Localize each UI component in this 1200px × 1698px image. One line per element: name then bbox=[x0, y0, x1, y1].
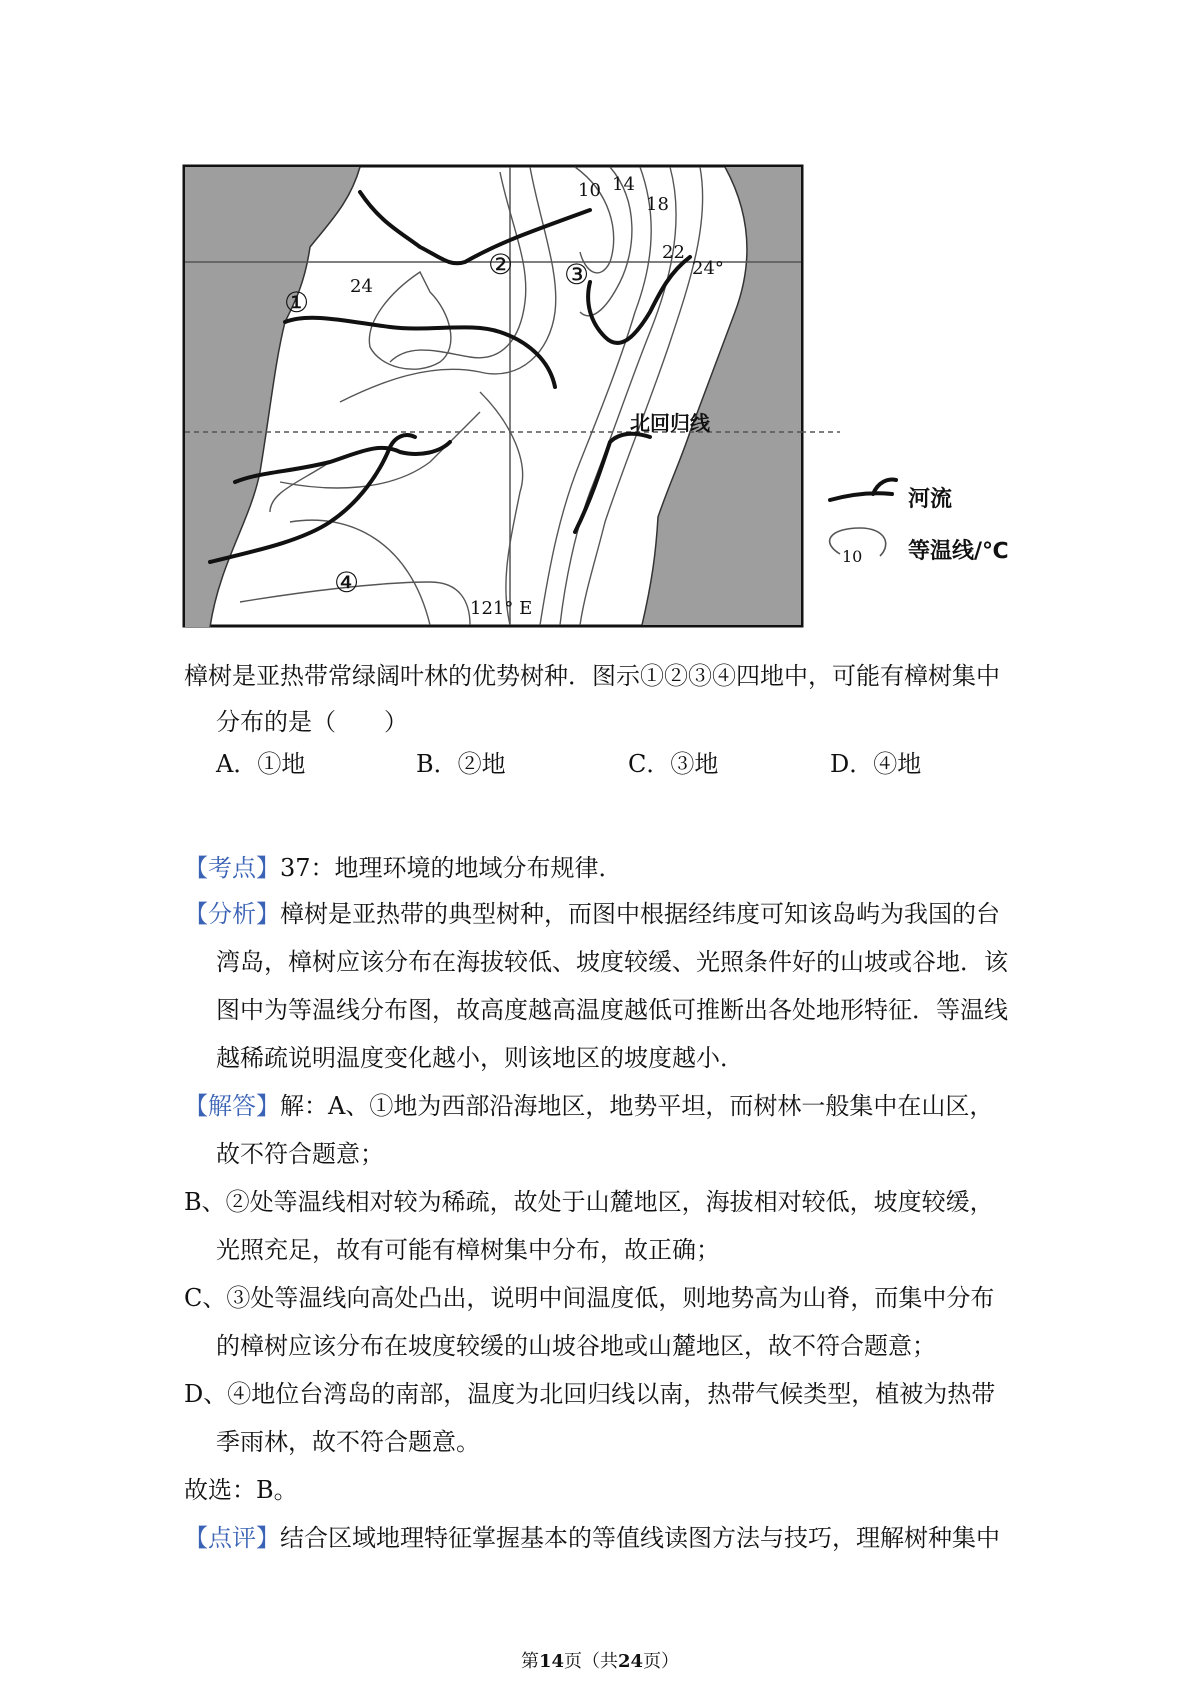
contour-label-24: 24 bbox=[350, 276, 373, 297]
footer-prefix: 第 bbox=[520, 1651, 539, 1672]
kaodian-text: 37：地理环境的地域分布规律． bbox=[280, 854, 623, 882]
footer-page: 14 bbox=[538, 1651, 564, 1672]
fenxi-line-2: 湾岛，樟树应该分布在海拔较低、坡度较缓、光照条件好的山坡或谷地．该 bbox=[216, 948, 1008, 976]
jieda-line-c2: 的樟树应该分布在坡度较缓的山坡谷地或山麓地区，故不符合题意； bbox=[216, 1332, 936, 1360]
jieda-answer: 故选：B。 bbox=[184, 1476, 298, 1504]
contour-label-14: 14 bbox=[612, 174, 635, 195]
footer-total: 24 bbox=[618, 1651, 644, 1672]
dianping-tag: 【点评】 bbox=[184, 1524, 280, 1552]
kaodian-tag: 【考点】 bbox=[184, 854, 280, 882]
jieda-line-c1: C、③处等温线向高处凸出，说明中间温度低，则地势高为山脊，而集中分布 bbox=[184, 1284, 995, 1312]
question-line-2: 分布的是（ ） bbox=[216, 708, 408, 736]
taiwan-isotherm-map bbox=[180, 162, 1009, 632]
contour-label-10: 10 bbox=[578, 180, 601, 201]
fenxi-line-4: 越稀疏说明温度变化越小，则该地区的坡度越小． bbox=[216, 1044, 744, 1072]
dianping-line bbox=[184, 1522, 1000, 1554]
marker-4: ④ bbox=[334, 566, 360, 599]
page-footer bbox=[0, 1650, 1200, 1674]
latitude-label: 24° bbox=[692, 258, 724, 279]
contour-label-18: 18 bbox=[646, 194, 669, 215]
question-line-1: 樟树是亚热带常绿阔叶林的优势树种．图示①②③④四地中，可能有樟树集中 bbox=[184, 662, 1000, 690]
jieda-line-d1: D、④地位台湾岛的南部，温度为北回归线以南，热带气候类型，植被为热带 bbox=[184, 1380, 996, 1408]
legend-isotherm-label: 等温线/℃ bbox=[908, 539, 1009, 564]
jieda-line-b2: 光照充足，故有可能有樟树集中分布，故正确； bbox=[216, 1236, 720, 1264]
fenxi-line-1 bbox=[184, 898, 1000, 930]
fenxi-tag: 【分析】 bbox=[184, 900, 280, 928]
jieda-line-b1: B、②处等温线相对较为稀疏，故处于山麓地区，海拔相对较低，坡度较缓， bbox=[184, 1188, 994, 1216]
map-svg bbox=[180, 162, 1009, 632]
jieda-line-a1 bbox=[184, 1090, 993, 1122]
footer-suffix: 页） bbox=[643, 1651, 680, 1672]
kaodian-line bbox=[184, 852, 623, 884]
legend-river-label: 河流 bbox=[908, 487, 953, 512]
marker-1: ① bbox=[284, 286, 310, 319]
jieda-tag: 【解答】 bbox=[184, 1092, 280, 1120]
legend-isotherm-sample: 10 bbox=[842, 547, 863, 566]
fenxi-text-1: 樟树是亚热带的典型树种，而图中根据经纬度可知该岛屿为我国的台 bbox=[280, 900, 1000, 928]
contour-label-22: 22 bbox=[662, 242, 685, 263]
marker-2: ② bbox=[488, 248, 514, 281]
longitude-label: 121° E bbox=[470, 598, 533, 619]
jieda-text-a1: 解：A、①地为西部沿海地区，地势平坦，而树林一般集中在山区， bbox=[280, 1092, 994, 1120]
jieda-line-a2: 故不符合题意； bbox=[216, 1140, 384, 1168]
option-b: B．②地 bbox=[416, 750, 506, 778]
dianping-text: 结合区域地理特征掌握基本的等值线读图方法与技巧，理解树种集中 bbox=[280, 1524, 1000, 1552]
marker-3: ③ bbox=[564, 258, 590, 291]
fenxi-line-3: 图中为等温线分布图，故高度越高温度越低可推断出各处地形特征．等温线 bbox=[216, 996, 1008, 1024]
jieda-line-d2: 季雨林，故不符合题意。 bbox=[216, 1428, 480, 1456]
option-c: C．③地 bbox=[628, 750, 719, 778]
footer-middle: 页（共 bbox=[564, 1651, 618, 1672]
tropic-label: 北回归线 bbox=[630, 411, 710, 435]
option-d: D．④地 bbox=[830, 750, 922, 778]
legend-river-icon bbox=[830, 480, 896, 500]
option-a: A．①地 bbox=[216, 750, 306, 778]
